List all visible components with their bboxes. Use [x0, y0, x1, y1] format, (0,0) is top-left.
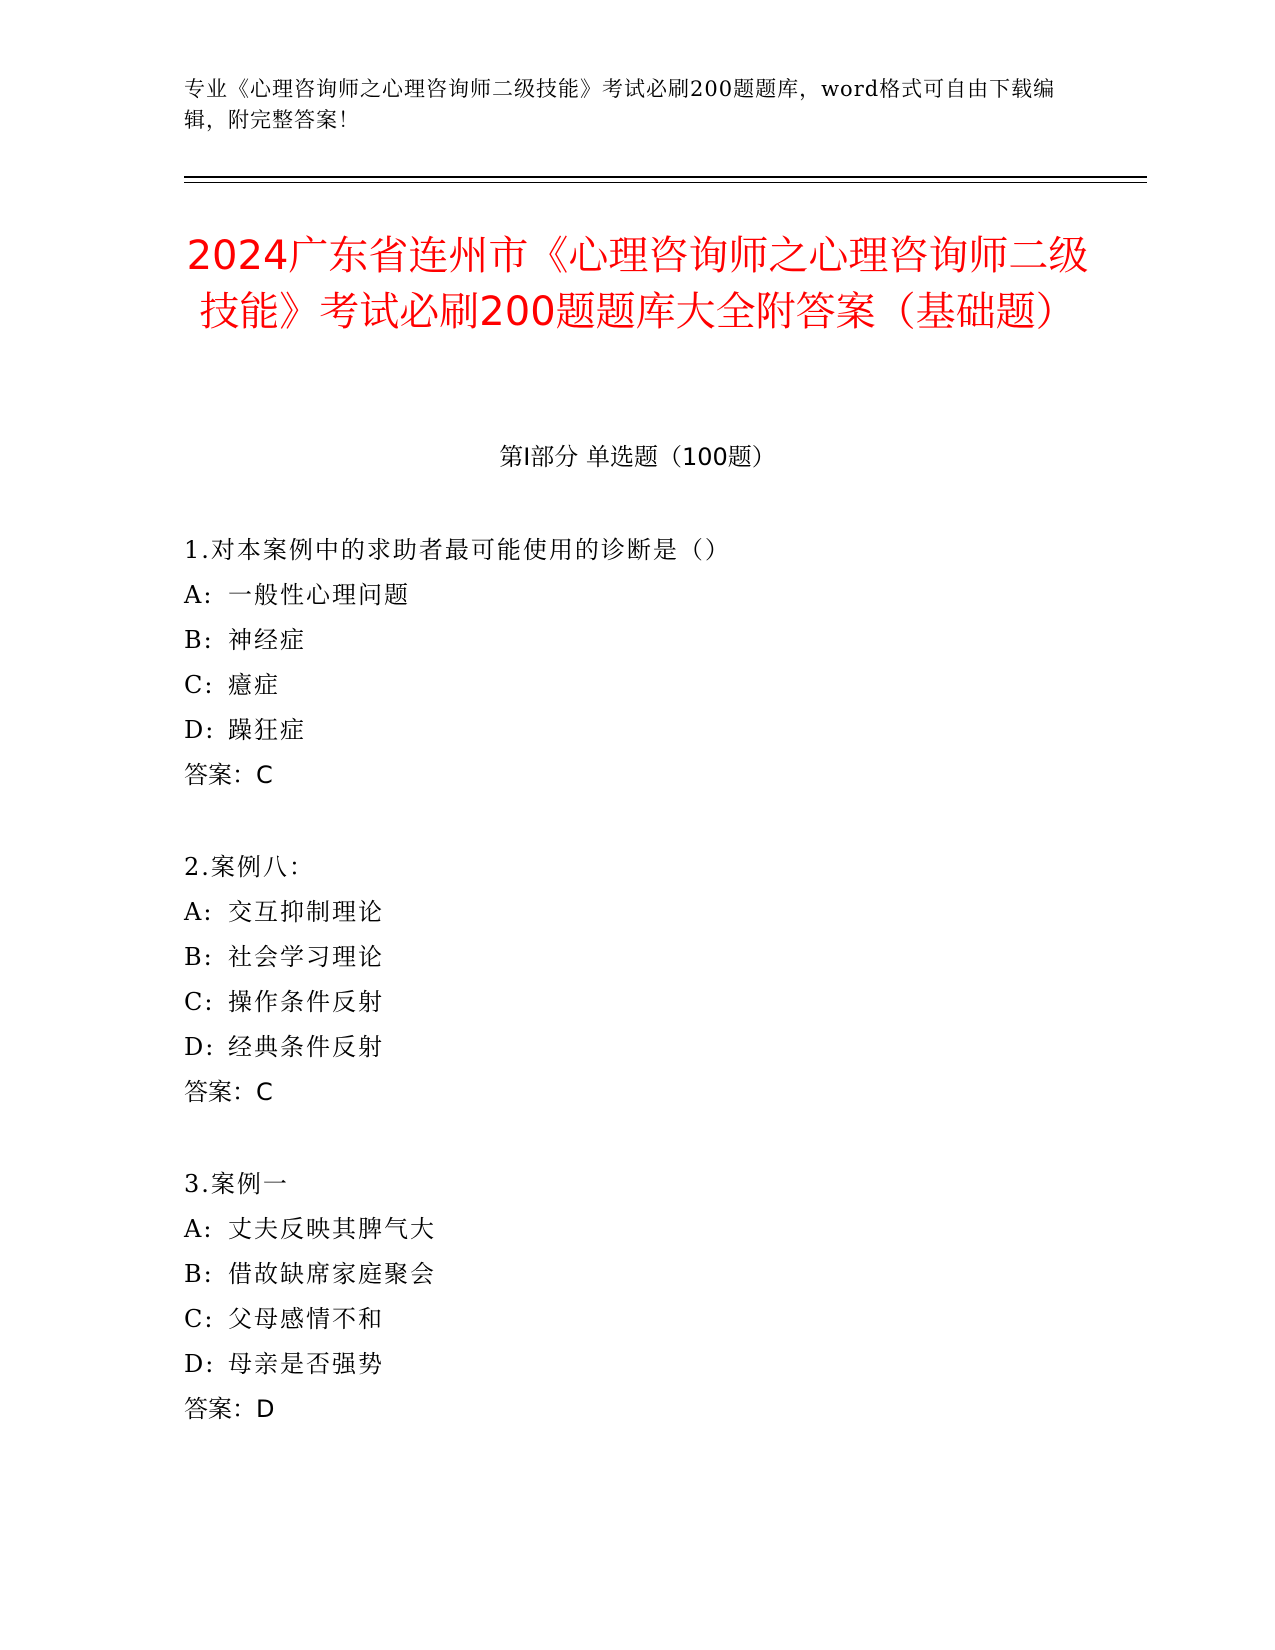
option-letter: D: [184, 1350, 216, 1378]
option-letter: C: [184, 988, 215, 1016]
option-text: 神经症 [228, 626, 306, 654]
option-letter: C: [184, 671, 215, 699]
option-b [184, 618, 1084, 663]
option-letter: D: [184, 716, 216, 744]
option-c [184, 663, 1084, 708]
option-letter: C: [184, 1305, 215, 1333]
answer-line: 答案：C [184, 761, 273, 789]
option-letter: A: [184, 581, 214, 609]
option-c [184, 980, 1084, 1025]
option-letter: A: [184, 1215, 214, 1243]
question-stem: 3.案例一 [184, 1170, 289, 1198]
question-1 [184, 528, 1084, 798]
option-text: 父母感情不和 [228, 1305, 384, 1333]
option-text: 借故缺席家庭聚会 [228, 1260, 436, 1288]
option-d [184, 1025, 1084, 1070]
document-title: 2024广东省连州市《心理咨询师之心理咨询师二级技能》考试必刷200题题库大全附答案（基础题） [186, 233, 1089, 335]
question-2 [184, 845, 1084, 1115]
option-letter: B: [184, 626, 214, 654]
option-b [184, 935, 1084, 980]
question-stem: 2.案例八： [184, 853, 315, 881]
header-divider-thin [184, 182, 1147, 183]
option-d [184, 1342, 1084, 1387]
option-a [184, 573, 1084, 618]
option-letter: A: [184, 898, 214, 926]
option-a [184, 1207, 1084, 1252]
option-text: 躁狂症 [228, 716, 306, 744]
option-text: 交互抑制理论 [228, 898, 384, 926]
header-note: 专业《心理咨询师之心理咨询师二级技能》考试必刷200题题库，word格式可自由下载编辑，附完整答案！ [184, 77, 1056, 132]
option-letter: B: [184, 1260, 214, 1288]
question-stem: 1.对本案例中的求助者最可能使用的诊断是（） [184, 536, 731, 564]
option-text: 一般性心理问题 [228, 581, 410, 609]
answer-line: 答案：C [184, 1078, 273, 1106]
option-b [184, 1252, 1084, 1297]
option-text: 丈夫反映其脾气大 [228, 1215, 436, 1243]
option-text: 癔症 [228, 671, 280, 699]
option-text: 操作条件反射 [228, 988, 384, 1016]
option-text: 社会学习理论 [228, 943, 384, 971]
option-text: 经典条件反射 [228, 1033, 384, 1061]
option-letter: D: [184, 1033, 216, 1061]
option-c [184, 1297, 1084, 1342]
answer-line: 答案：D [184, 1395, 275, 1423]
option-letter: B: [184, 943, 214, 971]
question-3 [184, 1162, 1084, 1432]
option-text: 母亲是否强势 [228, 1350, 384, 1378]
option-d [184, 708, 1084, 753]
header-divider-thick [184, 176, 1147, 178]
option-a [184, 890, 1084, 935]
section-heading: 第I部分 单选题（100题） [499, 443, 776, 471]
